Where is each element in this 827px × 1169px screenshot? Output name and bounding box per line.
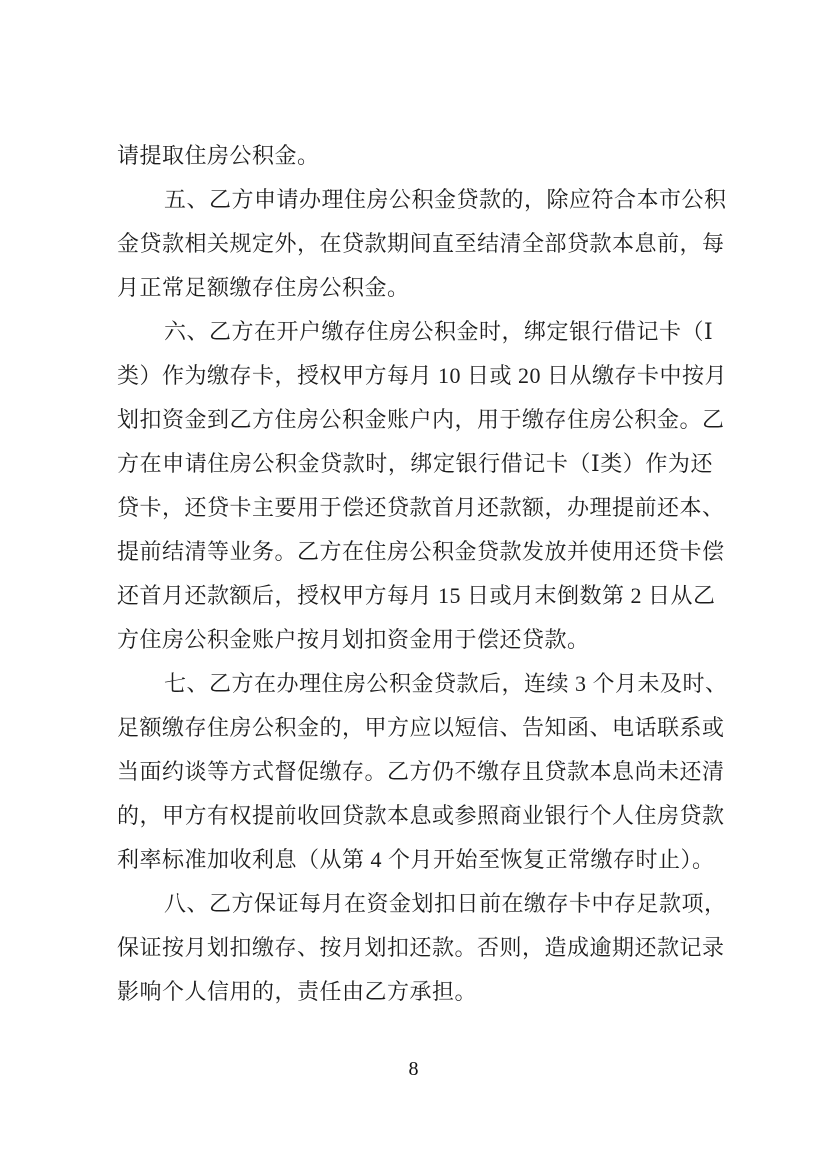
document-line: 的，甲方有权提前收回贷款本息或参照商业银行个人住房贷款	[117, 803, 725, 828]
document-line: 五、乙方申请办理住房公积金贷款的，除应符合本市公积	[164, 187, 727, 212]
document-body	[117, 134, 728, 1014]
document-line: 足额缴存住房公积金的，甲方应以短信、告知函、电话联系或	[117, 715, 725, 740]
document-line: 保证按月划扣缴存、按月划扣还款。否则，造成逾期还款记录	[117, 935, 725, 960]
document-line: 月正常足额缴存住房公积金。	[117, 275, 410, 300]
document-line: 利率标准加收利息（从第 4 个月开始至恢复正常缴存时止）。	[117, 847, 715, 872]
document-line: 还首月还款额后，授权甲方每月 15 日或月末倒数第 2 日从乙	[117, 583, 716, 608]
document-line: 影响个人信用的，责任由乙方承担。	[117, 979, 478, 1004]
document-line: 八、乙方保证每月在资金划扣日前在缴存卡中存足款项，	[164, 891, 727, 916]
document-line: 七、乙方在办理住房公积金贷款后，连续 3 个月未及时、	[164, 671, 728, 696]
document-line: 贷卡，还贷卡主要用于偿还贷款首月还款额，办理提前还本、	[117, 495, 725, 520]
page-number: 8	[408, 1058, 419, 1080]
document-line: 请提取住房公积金。	[117, 143, 320, 168]
document-line: 方住房公积金账户按月划扣资金用于偿还贷款。	[117, 627, 590, 652]
document-line: 方在申请住房公积金贷款时，绑定银行借记卡（Ⅰ类）作为还	[117, 451, 713, 476]
document-line: 金贷款相关规定外，在贷款期间直至结清全部贷款本息前，每	[117, 231, 725, 256]
document-line: 划扣资金到乙方住房公积金账户内，用于缴存住房公积金。乙	[117, 407, 725, 432]
document-line: 当面约谈等方式督促缴存。乙方仍不缴存且贷款本息尚未还清	[117, 759, 725, 784]
document-line: 类）作为缴存卡，授权甲方每月 10 日或 20 日从缴存卡中按月	[117, 363, 728, 388]
document-line: 六、乙方在开户缴存住房公积金时，绑定银行借记卡（Ⅰ	[164, 319, 714, 344]
document-line: 提前结清等业务。乙方在住房公积金贷款发放并使用还贷卡偿	[117, 539, 725, 564]
